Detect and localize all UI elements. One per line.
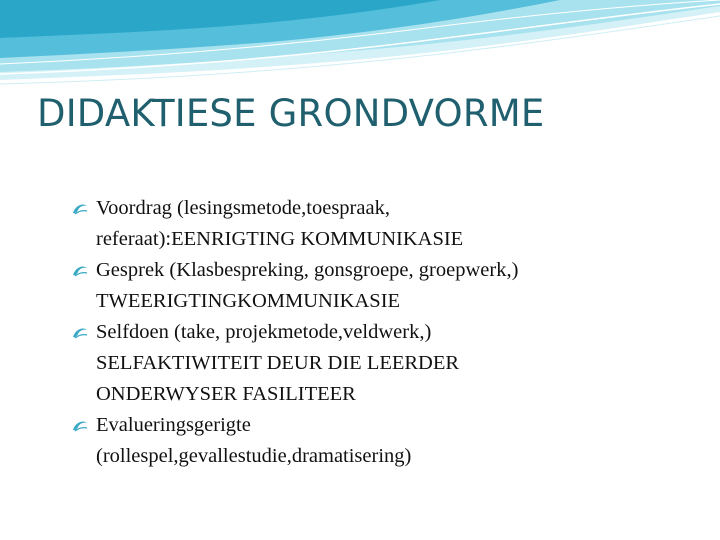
swirl-bullet-icon: [71, 419, 89, 433]
bullet-text-line: Gesprek (Klasbespreking, gonsgroepe, groepwerk,): [96, 259, 519, 281]
header-wave-decoration: [0, 0, 720, 90]
bullet-item: [76, 317, 706, 410]
swirl-bullet-icon: [71, 202, 89, 216]
bullet-text-line: TWEERIGTINGKOMMUNIKASIE: [96, 290, 401, 312]
bullet-text-line: referaat):EENRIGTING KOMMUNIKASIE: [96, 228, 464, 250]
bullet-text-line: (rollespel,gevallestudie,dramatisering): [96, 445, 412, 467]
bullet-item: [76, 193, 706, 255]
bullet-text-line: ONDERWYSER FASILITEER: [96, 383, 356, 405]
slide-title: DIDAKTIESE GRONDVORME: [37, 92, 545, 135]
bullet-list: [76, 193, 706, 472]
bullet-text-line: Evalueringsgerigte: [96, 414, 251, 436]
swirl-bullet-icon: [71, 264, 89, 278]
bullet-text-line: Voordrag (lesingsmetode,toespraak,: [96, 197, 390, 219]
bullet-item: [76, 410, 706, 472]
bullet-text-line: SELFAKTIWITEIT DEUR DIE LEERDER: [96, 352, 460, 374]
bullet-item: [76, 255, 706, 317]
bullet-text-line: Selfdoen (take, projekmetode,veldwerk,): [96, 321, 432, 343]
swirl-bullet-icon: [71, 326, 89, 340]
